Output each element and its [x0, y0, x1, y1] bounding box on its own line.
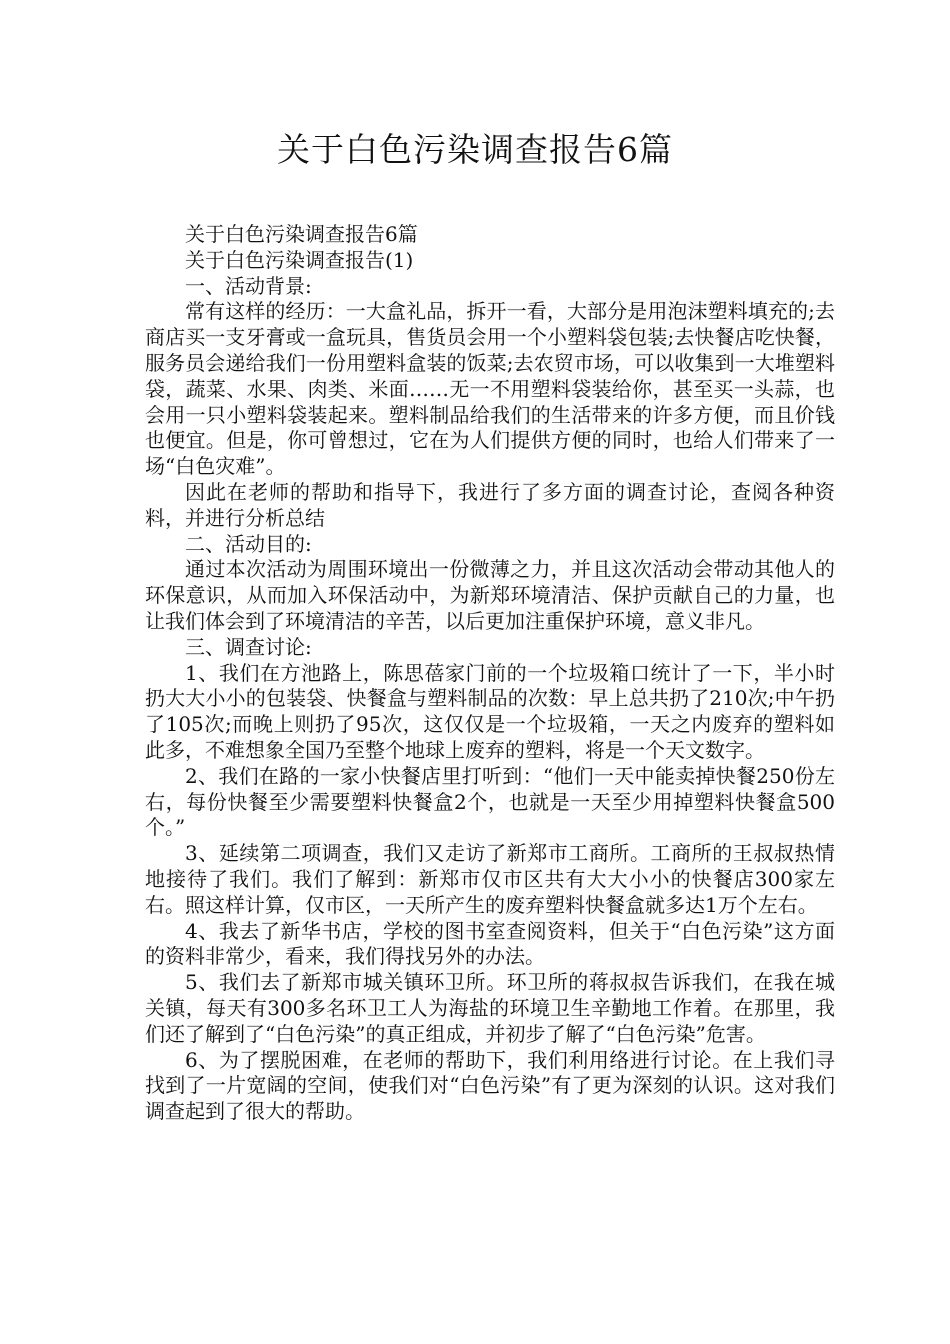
paragraph-subtitle: 关于白色污染调查报告6篇 — [185, 222, 418, 246]
paragraph-purpose: 通过本次活动为周围环境出一份微薄之力，并且这次活动会带动其他人的环保意识，从而加入环保活动中，为新郑环境清洁、保护贡献自己的力量，也让我们体会到了环境清洁的辛苦，以后更加注重保护环境，意义非凡。 — [145, 557, 835, 633]
paragraph-item-2: 2、我们在路的一家小快餐店里打听到：“他们一天中能卖掉快餐250份左右，每份快餐至少需要塑料快餐盒2个，也就是一天至少用掉塑料快餐盒500个。” — [145, 763, 835, 840]
document-body — [145, 222, 835, 1125]
paragraph-method: 因此在老师的帮助和指导下，我进行了多方面的调查讨论，查阅各种资料，并进行分析总结 — [145, 479, 835, 530]
paragraph-item-6: 6、为了摆脱困难，在老师的帮助下，我们利用络进行讨论。在上我们寻找到了一片宽阔的空间，使我们对“白色污染”有了更为深刻的认识。这对我们调查起到了很大的帮助。 — [145, 1047, 835, 1124]
paragraph-background: 常有这样的经历：一大盒礼品，拆开一看，大部分是用泡沫塑料填充的;去商店买一支牙膏或一盒玩具，售货员会用一个小塑料袋包装;去快餐店吃快餐，服务员会递给我们一份用塑料盒装的饭菜;去农贸市场，可以收集到一大堆塑料袋，蔬菜、水果、肉类、米面……无一不用塑料袋装给你，甚至买一头蒜，也会用一只小塑料袋装起来。塑料制品给我们的生活带来的许多方便，而且价钱也便宜。但是，你可曾想过，它在为人们提供方便的同时，也给人们带来了一场“白色灾难”。 — [145, 299, 835, 479]
section-heading-background: 一、活动背景: — [185, 273, 312, 298]
paragraph-item-1: 1、我们在方池路上，陈思蓓家门前的一个垃圾箱口统计了一下，半小时扔大大小小的包装袋、快餐盒与塑料制品的次数：早上总共扔了210次;中午扔了105次;而晚上则扔了95次，这仅仅是一个垃圾箱，一天之内废弃的塑料如此多，不难想象全国乃至整个地球上废弃的塑料，将是一个天文数字。 — [145, 660, 835, 762]
section-heading-investigation: 三、调查讨论: — [185, 634, 312, 659]
paragraph-item-4: 4、我去了新华书店，学校的图书室查阅资料，但关于“白色污染”这方面的资料非常少，看来，我们得找另外的办法。 — [145, 918, 835, 969]
paragraph-report-heading: 关于白色污染调查报告(1) — [185, 247, 414, 272]
paragraph-item-3: 3、延续第二项调查，我们又走访了新郑市工商所。工商所的王叔叔热情地接待了我们。我们了解到：新郑市仅市区共有大大小小的快餐店300家左右。照这样计算，仅市区，一天所产生的废弃塑料快餐盒就多达1万个左右。 — [145, 841, 835, 917]
paragraph-item-5: 5、我们去了新郑市城关镇环卫所。环卫所的蒋叔叔告诉我们，在我在城关镇，每天有300多名环卫工人为海盐的环境卫生辛勤地工作着。在那里，我们还了解到了“白色污染”的真正组成，并初步了解了“白色污染”危害。 — [145, 970, 835, 1046]
section-heading-purpose: 二、活动目的: — [185, 531, 312, 556]
document-title: 关于白色污染调查报告6篇 — [277, 130, 673, 169]
